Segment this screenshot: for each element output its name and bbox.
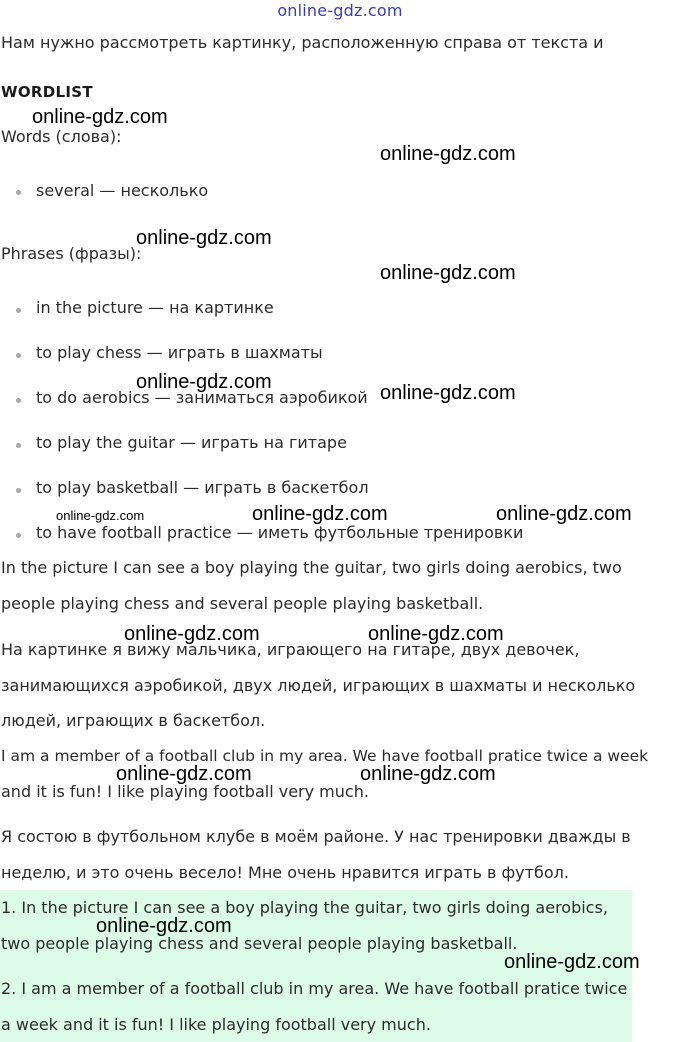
watermark: online-gdz.com: [56, 508, 145, 523]
paragraph-line: людей, играющих в баскетбол.: [1, 711, 266, 730]
phrase-item: to do aerobics — заниматься аэробикой: [36, 388, 368, 407]
bullet-icon: [16, 398, 21, 403]
watermark: online-gdz.com: [124, 623, 260, 645]
bullet-icon: [16, 488, 21, 493]
paragraph-line: In the picture I can see a boy playing the guitar, two girls doing aerobics, two: [1, 558, 622, 577]
watermark: online-gdz.com: [252, 503, 388, 525]
watermark: online-gdz.com: [96, 915, 232, 937]
intro-text: Нам нужно рассмотреть картинку, расположенную справа от текста и: [1, 33, 604, 52]
answer-line: two people playing chess and several people playing basketball.: [1, 934, 518, 953]
paragraph-line: Я состою в футбольном клубе в моём районе. У нас тренировки дважды в: [1, 827, 631, 846]
answer-line: 2. I am a member of a football club in my area. We have football pratice twice: [1, 979, 628, 998]
site-header-logo[interactable]: online-gdz.com: [277, 1, 403, 20]
paragraph-line: I am a member of a football club in my area. We have football pratice twice a week: [1, 747, 649, 765]
watermark: online-gdz.com: [380, 262, 516, 284]
phrase-item: to have football practice — иметь футбольные тренировки: [36, 523, 524, 542]
phrase-item: to play the guitar — играть на гитаре: [36, 433, 347, 452]
bullet-icon: [16, 353, 21, 358]
watermark: online-gdz.com: [368, 623, 504, 645]
phrase-item: to play chess — играть в шахматы: [36, 343, 323, 362]
paragraph-line: people playing chess and several people playing basketball.: [1, 594, 484, 613]
word-item: several — несколько: [36, 181, 209, 200]
watermark: online-gdz.com: [360, 763, 496, 785]
watermark: online-gdz.com: [116, 763, 252, 785]
paragraph-line: and it is fun! I like playing football very much.: [1, 782, 369, 801]
watermark: online-gdz.com: [504, 951, 640, 973]
words-label: Words (слова):: [1, 127, 122, 146]
watermark: online-gdz.com: [496, 503, 632, 525]
watermark: online-gdz.com: [136, 371, 272, 393]
bullet-icon: [16, 308, 21, 313]
bullet-icon: [16, 443, 21, 448]
paragraph-line: На картинке я вижу мальчика, играющего на гитаре, двух девочек,: [1, 640, 580, 659]
paragraph-line: занимающихся аэробикой, двух людей, играющих в шахматы и несколько: [1, 676, 636, 695]
answer-line: 1. In the picture I can see a boy playing the guitar, two girls doing aerobics,: [1, 898, 608, 917]
watermark: online-gdz.com: [136, 227, 272, 249]
bullet-icon: [16, 190, 21, 195]
wordlist-heading: WORDLIST: [1, 83, 93, 101]
paragraph-line: неделю, и это очень весело! Мне очень нравится играть в футбол.: [1, 863, 569, 882]
watermark: online-gdz.com: [32, 106, 168, 128]
phrases-label: Phrases (фразы):: [1, 244, 142, 263]
bullet-icon: [16, 533, 21, 538]
phrase-item: in the picture — на картинке: [36, 298, 274, 317]
phrase-item: to play basketball — играть в баскетбол: [36, 478, 369, 497]
watermark: online-gdz.com: [380, 143, 516, 165]
answer-line: a week and it is fun! I like playing football very much.: [1, 1015, 431, 1034]
watermark: online-gdz.com: [380, 382, 516, 404]
